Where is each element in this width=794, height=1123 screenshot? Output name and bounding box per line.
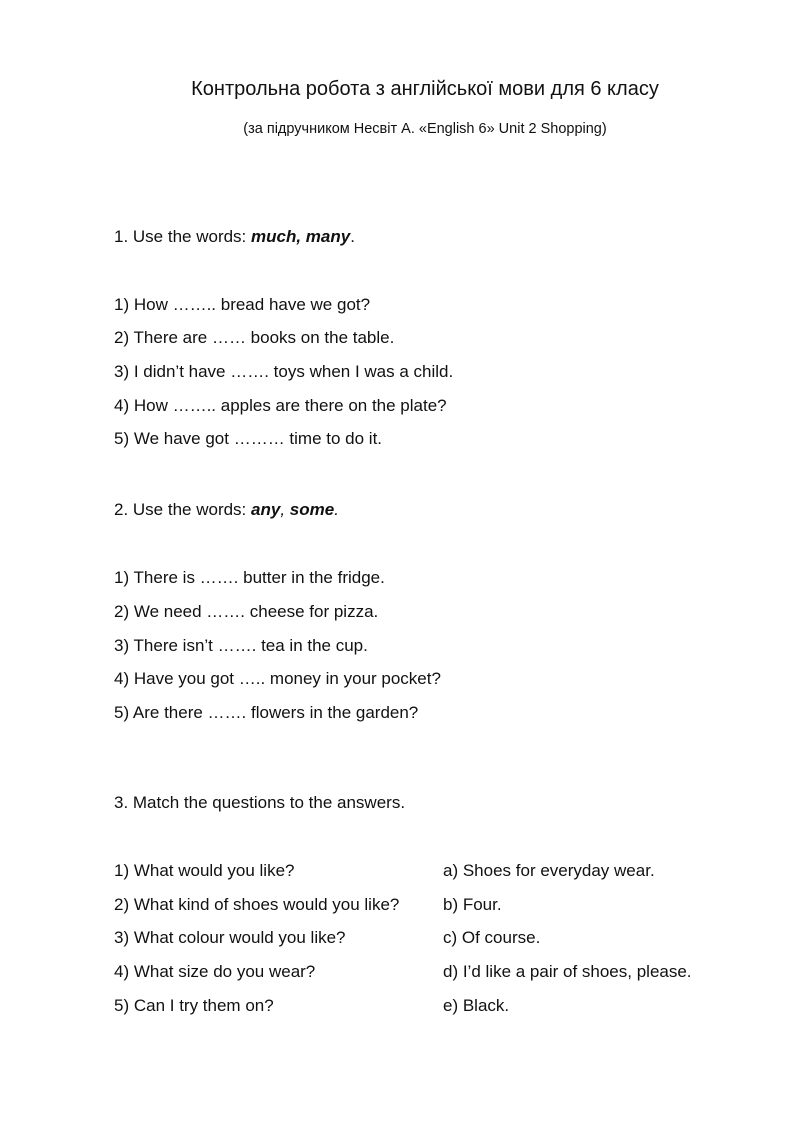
task1-item: 3) I didn’t have ……. toys when I was a child. [114,362,454,381]
task2-item: 2) We need ……. cheese for pizza. [114,602,379,621]
task3-heading: 3. Match the questions to the answers. [114,793,406,812]
task1-heading [114,226,355,248]
task2-heading [114,499,339,521]
task1-heading-prefix: 1. Use the words: [114,227,252,246]
task3-question: 5) Can I try them on? [114,996,274,1015]
task3-answer: e) Black. [443,996,510,1015]
task3-answer: d) I’d like a pair of shoes, please. [443,962,692,981]
page-title: Контрольна робота з англійської мови для 6 класу [191,78,659,100]
task3-answer: c) Of course. [443,928,541,947]
task3-question: 4) What size do you wear? [114,962,316,981]
task3-question: 2) What kind of shoes would you like? [114,895,400,914]
task2-heading-prefix: 2. Use the words: [114,500,252,519]
task1-item: 4) How …….. apples are there on the plate? [114,396,447,415]
task1-keywords: much, many [251,227,351,246]
task1-heading-suffix: . [350,227,355,246]
task3-question: 3) What colour would you like? [114,928,346,947]
task2-item: 5) Are there ……. flowers in the garden? [114,703,419,722]
task2-heading-suffix: . [334,500,339,519]
task2-item: 4) Have you got ….. money in your pocket? [114,669,441,688]
task2-keyword-some: some [289,500,335,519]
task1-item: 2) There are …… books on the table. [114,328,395,347]
task1-item: 1) How …….. bread have we got? [114,295,371,314]
page-subtitle: (за підручником Несвіт А. «English 6» Unit 2 Shopping) [243,121,607,137]
task2-item: 3) There isn’t ……. tea in the cup. [114,636,368,655]
task2-keyword-any: any [251,500,281,519]
task3-answer: a) Shoes for everyday wear. [443,861,655,880]
task3-question: 1) What would you like? [114,861,295,880]
task2-keyword-separator: , [280,500,290,519]
task2-item: 1) There is ……. butter in the fridge. [114,568,385,587]
task3-answer: b) Four. [443,895,502,914]
task1-item: 5) We have got ……… time to do it. [114,429,383,448]
